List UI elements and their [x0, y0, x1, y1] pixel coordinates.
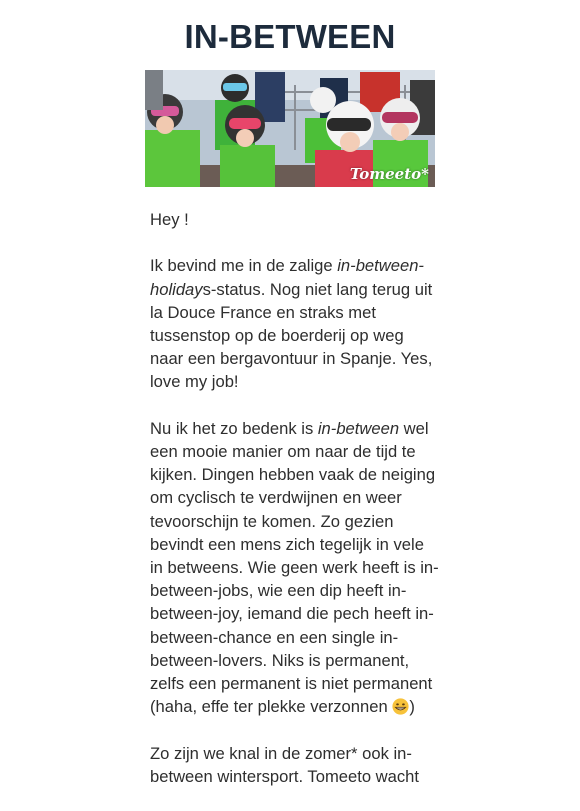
paragraph-2-emphasis: in-between — [317, 418, 400, 438]
newsletter-title: IN-BETWEEN — [184, 18, 396, 55]
grinning-face-emoji-icon — [392, 698, 409, 715]
paragraph-2-text-c: ) — [409, 697, 415, 717]
tomeeto-logo: Tomeeto* — [349, 165, 429, 183]
paragraph-1-text-b: s-status. Nog niet lang terug uit la Douce France en straks met tussenstop op de boerderij op weg naar een bergavontuur in Spanje. Yes, love my job! — [150, 279, 433, 392]
newsletter-body — [150, 208, 440, 811]
paragraph-1-text-a: Ik bevind me in de zalige — [150, 256, 338, 276]
paragraph-2-text-b: wel een mooie manier om naar de tijd te kijken. Dingen hebben vaak de neiging om cyclisch te verdwijnen en weer tevoorschijn te komen. Zo gezien bevindt een mens zich tegelijk in vele in betweens. Wie geen werk heeft is in-between-jobs, wie een dip heeft in-between-joy, iemand die pech heeft in-between-chance en een single in-between-lovers. Niks is permanent, zelfs een permanent is niet permanent (haha, effe ter plekke verzonnen — [150, 418, 439, 717]
greeting: Hey ! — [150, 210, 189, 229]
hero-photo — [145, 70, 435, 187]
paragraph-3: Zo zijn we knal in de zomer* ook in-between wintersport. Tomeeto wacht — [150, 743, 420, 786]
paragraph-2 — [150, 417, 440, 719]
paragraph-1 — [150, 254, 440, 393]
paragraph-1-emphasis: in-between-holiday — [150, 256, 424, 299]
paragraph-2-text-a: Nu ik het zo bedenk is — [150, 418, 318, 438]
